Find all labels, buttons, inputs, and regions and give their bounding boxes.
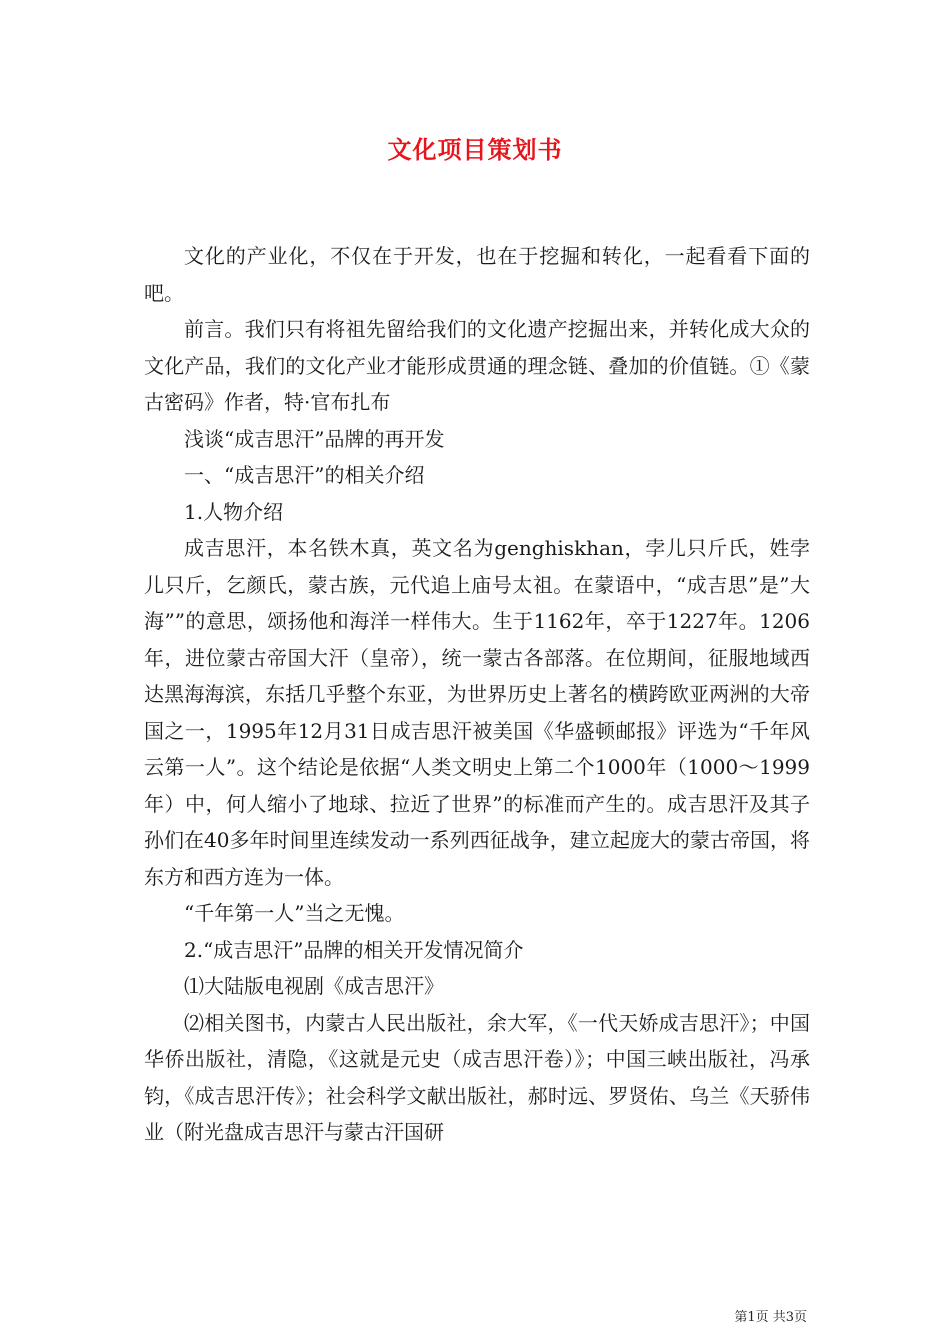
paragraph-preface: 前言。我们只有将祖先留给我们的文化遗产挖掘出来，并转化成大众的文化产品，我们的文化产业才能形成贯通的理念链、叠加的价值链。①《蒙古密码》作者，特·官布扎布 [144,317,810,414]
document-title: 文化项目策划书 [387,135,563,164]
section-heading-1: 一、“成吉思汗”的相关介绍 [184,463,425,487]
subsection-heading-1-1: 1.人物介绍 [184,499,284,524]
list-item-tv-series: ⑴大陆版电视剧《成吉思汗》 [184,974,444,998]
section-heading-main: 浅谈“成吉思汗”品牌的再开发 [184,426,445,451]
subsection-heading-1-2: 2.“成吉思汗”品牌的相关开发情况简介 [184,937,524,962]
page-footer: 第1页 共3页 [734,1310,807,1325]
paragraph-biography: 成吉思汗，本名铁木真，英文名为genghiskhan，孛儿只斤氏，姓孛儿只斤，乞颜氏，蒙古族，元代追上庙号太祖。在蒙语中，“成吉思”是”大海””的意思，颂扬他和海洋一样伟大。生于1162年，卒于1227年。1206年，进位蒙古帝国大汗（皇帝），统一蒙古各部落。在位期间，征服地域西达黑海海滨，东括几乎整个东亚，为世界历史上著名的横跨欧亚两洲的大帝国之一，1995年12月31日成吉思汗被美国《华盛顿邮报》评选为“千年风云第一人”。这个结论是依据“人类文明史上第二个1000年（1000～1999年）中，何人缩小了地球、拉近了世界”的标准而产生的。成吉思汗及其子孙们在40多年时间里连续发动一系列西征战争，建立起庞大的蒙古帝国，将东方和西方连为一体。 [144,536,810,889]
paragraph-intro: 文化的产业化，不仅在于开发，也在于挖掘和转化，一起看看下面的吧。 [144,244,810,305]
document-body [144,238,810,1151]
list-item-books: ⑵相关图书，内蒙古人民出版社，余大军，《一代天娇成吉思汗》；中国华侨出版社，清隐，《这就是元史（成吉思汗卷）》；中国三峡出版社，冯承钧，《成吉思汗传》；社会科学文献出版社，郝时远、罗贤佑、乌兰《天骄伟业（附光盘成吉思汗与蒙古汗国研 [144,1010,810,1144]
paragraph-conclusion: “千年第一人”当之无愧。 [184,901,405,925]
